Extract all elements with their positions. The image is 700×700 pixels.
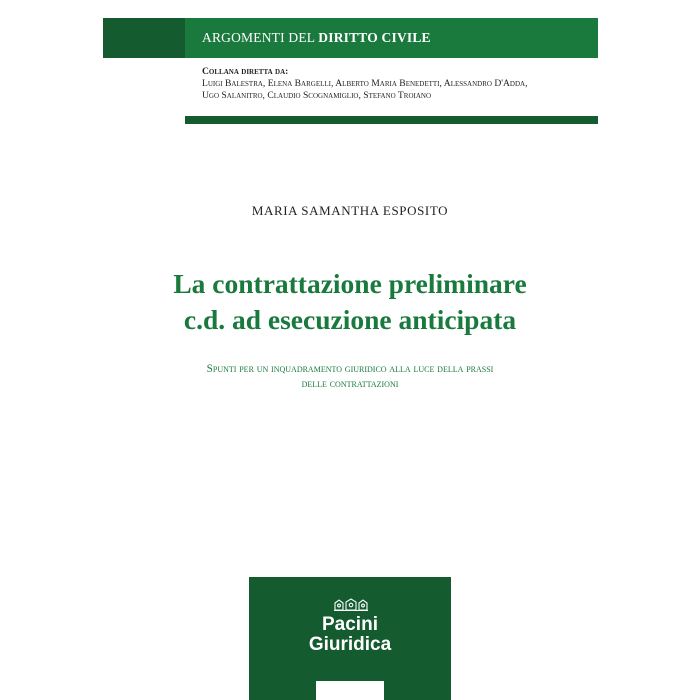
- publisher-name-line-2: Giuridica: [308, 634, 392, 655]
- series-title: [202, 30, 431, 46]
- book-title: [0, 266, 700, 338]
- series-band: [185, 18, 598, 58]
- publisher-block: [249, 577, 451, 700]
- book-title-line-1: La contrattazione preliminare: [173, 268, 527, 299]
- series-title-prefix: ARGOMENTI DEL: [202, 30, 315, 45]
- series-editors: [202, 66, 598, 102]
- crest-icon: [333, 598, 369, 612]
- series-title-name: DIRITTO CIVILE: [318, 30, 431, 45]
- editors-heading: Collana diretta da:: [202, 66, 289, 77]
- editors-line-2: Ugo Salanitro, Claudio Scognamiglio, Stefano Troiano: [202, 90, 431, 101]
- series-band-accent: [103, 18, 185, 58]
- divider-rule: [185, 116, 598, 124]
- book-subtitle: [0, 362, 700, 392]
- publisher-name-line-1: Pacini: [322, 614, 378, 635]
- book-subtitle-line-2: delle contrattazioni: [301, 378, 399, 390]
- publisher-name: [249, 615, 451, 655]
- book-subtitle-line-1: Spunti per un inquadramento giuridico alla luce della prassi: [206, 363, 494, 375]
- book-title-line-2: c.d. ad esecuzione anticipata: [183, 304, 517, 335]
- publisher-label-strip: [316, 681, 384, 700]
- author-name: MARIA SAMANTHA ESPOSITO: [251, 203, 449, 218]
- editors-line-1: Luigi Balestra, Elena Bargelli, Alberto Maria Benedetti, Alessandro D'Adda,: [202, 78, 528, 89]
